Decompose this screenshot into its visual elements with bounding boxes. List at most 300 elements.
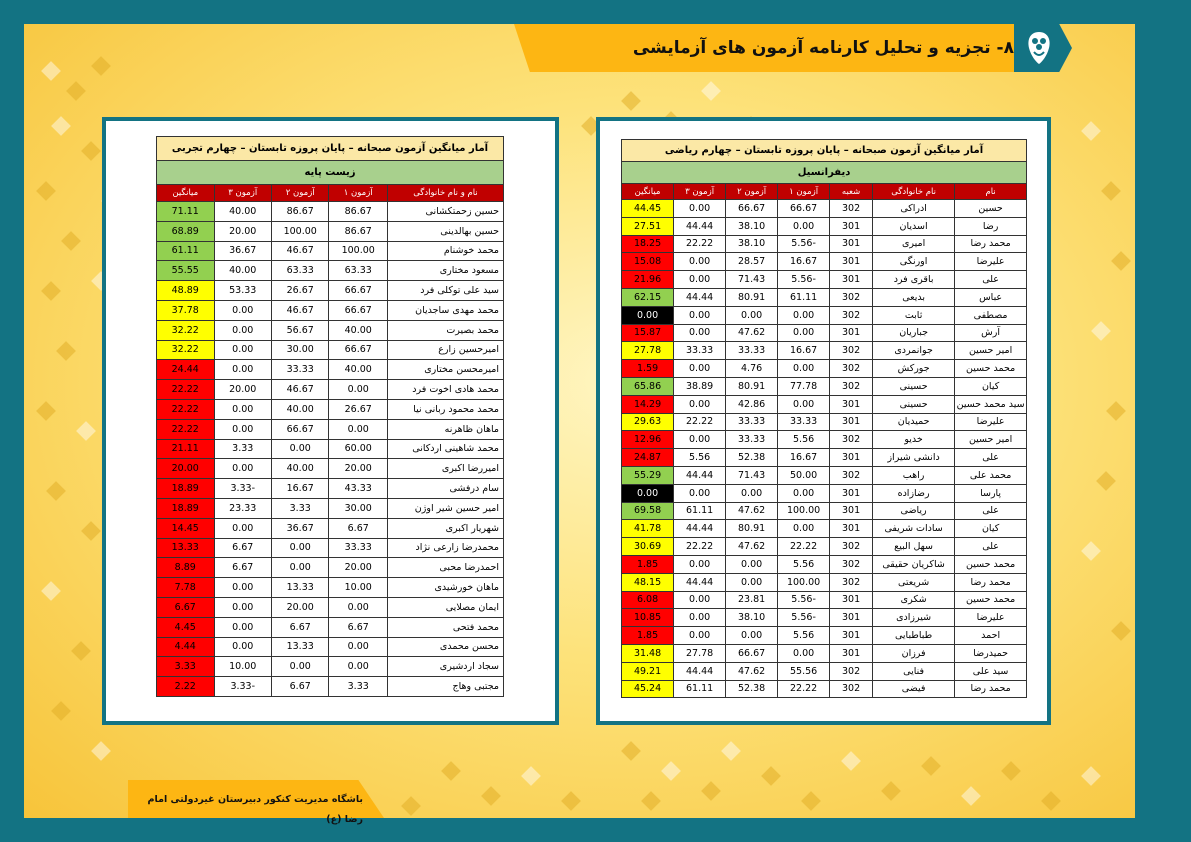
cell-t3: -3.33 bbox=[214, 479, 271, 499]
cell-branch: 301 bbox=[830, 271, 873, 289]
cell-avg: 15.87 bbox=[622, 324, 674, 342]
decorative-diamond bbox=[66, 81, 86, 101]
cell-t3: 20.00 bbox=[214, 380, 271, 400]
cell-t1: 6.67 bbox=[329, 617, 388, 637]
left-table-title: آمار میانگین آزمون صبحانه – پایان پروزه تابستان – چهارم تجربی bbox=[157, 137, 504, 161]
cell-last: شاکریان حقیقی bbox=[873, 555, 955, 573]
table-row bbox=[157, 498, 504, 518]
right-header-cell: نام bbox=[955, 184, 1027, 200]
left-panel bbox=[102, 117, 559, 725]
cell-first: حسین bbox=[955, 200, 1027, 218]
cell-t2: 0.00 bbox=[726, 573, 778, 591]
cell-t3: 0.00 bbox=[214, 399, 271, 419]
table-row bbox=[157, 202, 504, 222]
cell-first: محمد رضا bbox=[955, 680, 1027, 698]
cell-avg: 18.25 bbox=[622, 235, 674, 253]
cell-t3: 0.00 bbox=[674, 395, 726, 413]
cell-t2: 6.67 bbox=[271, 677, 328, 697]
table-row bbox=[157, 677, 504, 697]
cell-t1: 16.67 bbox=[778, 253, 830, 271]
cell-first: علی bbox=[955, 449, 1027, 467]
cell-avg: 24.44 bbox=[157, 360, 215, 380]
cell-last: خدیو bbox=[873, 431, 955, 449]
cell-t1: 0.00 bbox=[329, 597, 388, 617]
cell-t3: 44.44 bbox=[674, 217, 726, 235]
cell-first: عباس bbox=[955, 288, 1027, 306]
cell-first: محمد حسین bbox=[955, 591, 1027, 609]
table-row bbox=[157, 300, 504, 320]
cell-name: محمد شاهینی اردکانی bbox=[387, 439, 503, 459]
cell-avg: 27.51 bbox=[622, 217, 674, 235]
cell-name: امیرمحسن مختاری bbox=[387, 360, 503, 380]
cell-t2: 0.00 bbox=[726, 484, 778, 502]
cell-t3: 0.00 bbox=[214, 340, 271, 360]
table-row bbox=[157, 221, 504, 241]
cell-t1: 20.00 bbox=[329, 558, 388, 578]
cell-t1: 0.00 bbox=[329, 380, 388, 400]
page-title: ۸- تجزیه و تحلیل کارنامه آزمون های آزمایشی bbox=[632, 38, 1014, 58]
cell-name: محمد مهدی ساجدیان bbox=[387, 300, 503, 320]
decorative-diamond bbox=[881, 781, 901, 801]
cell-t1: -5.56 bbox=[778, 235, 830, 253]
cell-t2: 47.62 bbox=[726, 324, 778, 342]
cell-first: کیان bbox=[955, 377, 1027, 395]
cell-branch: 302 bbox=[830, 200, 873, 218]
cell-t1: 0.00 bbox=[778, 360, 830, 378]
cell-branch: 302 bbox=[830, 342, 873, 360]
cell-last: ریاضی bbox=[873, 502, 955, 520]
cell-name: امیررضا اکبری bbox=[387, 459, 503, 479]
cell-avg: 30.69 bbox=[622, 538, 674, 556]
cell-t1: 40.00 bbox=[329, 320, 388, 340]
table-row bbox=[622, 591, 1027, 609]
cell-branch: 302 bbox=[830, 306, 873, 324]
cell-first: امیر حسین bbox=[955, 342, 1027, 360]
cell-avg: 32.22 bbox=[157, 340, 215, 360]
cell-t3: 0.00 bbox=[214, 617, 271, 637]
decorative-diamond bbox=[41, 581, 61, 601]
cell-t1: 66.67 bbox=[329, 340, 388, 360]
table-row bbox=[157, 558, 504, 578]
footer-text: باشگاه مدیریت کنکور دبیرستان غیردولتی امام رضا (ع) bbox=[147, 794, 363, 825]
cell-name: محمد خوشنام bbox=[387, 241, 503, 261]
cell-t1: 55.56 bbox=[778, 662, 830, 680]
cell-avg: 12.96 bbox=[622, 431, 674, 449]
table-row bbox=[622, 573, 1027, 591]
right-header-cell: شعبه bbox=[830, 184, 873, 200]
cell-avg: 4.45 bbox=[157, 617, 215, 637]
cell-t1: 5.56 bbox=[778, 555, 830, 573]
cell-t1: 0.00 bbox=[329, 657, 388, 677]
cell-t3: 23.33 bbox=[214, 498, 271, 518]
table-row bbox=[157, 479, 504, 499]
table-row bbox=[157, 637, 504, 657]
cell-branch: 301 bbox=[830, 502, 873, 520]
cell-t3: 22.22 bbox=[674, 413, 726, 431]
cell-avg: 41.78 bbox=[622, 520, 674, 538]
cell-avg: 55.55 bbox=[157, 261, 215, 281]
cell-branch: 301 bbox=[830, 395, 873, 413]
cell-name: ماهان ظاهرنه bbox=[387, 419, 503, 439]
cell-t3: 0.00 bbox=[214, 597, 271, 617]
cell-avg: 29.63 bbox=[622, 413, 674, 431]
cell-t3: 0.00 bbox=[674, 555, 726, 573]
cell-first: آرش bbox=[955, 324, 1027, 342]
table-row bbox=[622, 466, 1027, 484]
decorative-diamond bbox=[61, 231, 81, 251]
cell-name: امیر حسین شیر اوژن bbox=[387, 498, 503, 518]
table-row bbox=[622, 324, 1027, 342]
cell-last: سهل البیع bbox=[873, 538, 955, 556]
cell-branch: 301 bbox=[830, 591, 873, 609]
cell-name: محمد فتحی bbox=[387, 617, 503, 637]
cell-name: محسن محمدی bbox=[387, 637, 503, 657]
table-row bbox=[622, 502, 1027, 520]
cell-t1: 0.00 bbox=[778, 217, 830, 235]
cell-t1: 61.11 bbox=[778, 288, 830, 306]
cell-last: طباطبایی bbox=[873, 627, 955, 645]
table-row bbox=[157, 538, 504, 558]
cell-t1: 6.67 bbox=[329, 518, 388, 538]
cell-avg: 4.44 bbox=[157, 637, 215, 657]
cell-first: محمد رضا bbox=[955, 573, 1027, 591]
cell-last: ثابت bbox=[873, 306, 955, 324]
cell-last: حسینی bbox=[873, 377, 955, 395]
cell-t3: 0.00 bbox=[674, 484, 726, 502]
right-header-cell: آزمون ۱ bbox=[778, 184, 830, 200]
cell-branch: 301 bbox=[830, 253, 873, 271]
table-row bbox=[622, 395, 1027, 413]
cell-first: محمد حسین bbox=[955, 360, 1027, 378]
decorative-diamond bbox=[1091, 321, 1111, 341]
cell-t2: 33.33 bbox=[726, 431, 778, 449]
table-row bbox=[157, 597, 504, 617]
cell-t2: 0.00 bbox=[726, 306, 778, 324]
decorative-diamond bbox=[1111, 251, 1131, 271]
table-row bbox=[622, 484, 1027, 502]
cell-avg: 49.21 bbox=[622, 662, 674, 680]
cell-t1: 66.67 bbox=[329, 300, 388, 320]
cell-t1: 20.00 bbox=[329, 459, 388, 479]
table-row bbox=[157, 578, 504, 598]
table-row bbox=[622, 377, 1027, 395]
cell-avg: 1.85 bbox=[622, 627, 674, 645]
cell-name: محمدرضا زارعی نژاد bbox=[387, 538, 503, 558]
decorative-diamond bbox=[91, 741, 111, 761]
cell-last: حسینی bbox=[873, 395, 955, 413]
cell-t2: 56.67 bbox=[271, 320, 328, 340]
decorative-diamond bbox=[1081, 541, 1101, 561]
cell-avg: 7.78 bbox=[157, 578, 215, 598]
cell-t2: 80.91 bbox=[726, 288, 778, 306]
cell-t2: 0.00 bbox=[271, 558, 328, 578]
cell-t3: 0.00 bbox=[674, 360, 726, 378]
cell-last: جورکش bbox=[873, 360, 955, 378]
cell-name: امیرحسین زارع bbox=[387, 340, 503, 360]
cell-t1: 22.22 bbox=[778, 538, 830, 556]
cell-t1: 0.00 bbox=[778, 324, 830, 342]
cell-t2: 36.67 bbox=[271, 518, 328, 538]
cell-t2: 71.43 bbox=[726, 466, 778, 484]
cell-branch: 301 bbox=[830, 235, 873, 253]
cell-t2: 16.67 bbox=[271, 479, 328, 499]
cell-t1: 30.00 bbox=[329, 498, 388, 518]
cell-t1: 86.67 bbox=[329, 221, 388, 241]
cell-avg: 1.85 bbox=[622, 555, 674, 573]
cell-name: شهریار اکبری bbox=[387, 518, 503, 538]
cell-last: شریعتی bbox=[873, 573, 955, 591]
cell-avg: 71.11 bbox=[157, 202, 215, 222]
table-row bbox=[157, 439, 504, 459]
cell-avg: 18.89 bbox=[157, 479, 215, 499]
cell-t1: 63.33 bbox=[329, 261, 388, 281]
cell-t2: 40.00 bbox=[271, 459, 328, 479]
cell-branch: 301 bbox=[830, 449, 873, 467]
cell-name: احمدرضا محبی bbox=[387, 558, 503, 578]
cell-t1: 10.00 bbox=[329, 578, 388, 598]
right-table-subject: دیفرانسیل bbox=[622, 162, 1027, 184]
decorative-diamond bbox=[761, 766, 781, 786]
cell-t3: 44.44 bbox=[674, 466, 726, 484]
cell-t3: 44.44 bbox=[674, 573, 726, 591]
cell-last: بدیعی bbox=[873, 288, 955, 306]
cell-t2: 80.91 bbox=[726, 520, 778, 538]
cell-avg: 20.00 bbox=[157, 459, 215, 479]
cell-name: محمد بصیرت bbox=[387, 320, 503, 340]
cell-name: مجتبی وهاج bbox=[387, 677, 503, 697]
cell-first: علی bbox=[955, 271, 1027, 289]
cell-last: حمیدیان bbox=[873, 413, 955, 431]
cell-t1: 22.22 bbox=[778, 680, 830, 698]
left-header-cell: میانگین bbox=[157, 185, 215, 202]
cell-t3: 0.00 bbox=[214, 320, 271, 340]
cell-name: محمد محمود ربانی نیا bbox=[387, 399, 503, 419]
left-score-table bbox=[156, 136, 504, 697]
cell-t2: 71.43 bbox=[726, 271, 778, 289]
cell-t3: 10.00 bbox=[214, 657, 271, 677]
cell-t2: 13.33 bbox=[271, 578, 328, 598]
cell-branch: 302 bbox=[830, 573, 873, 591]
decorative-diamond bbox=[721, 741, 741, 761]
cell-avg: 6.67 bbox=[157, 597, 215, 617]
decorative-diamond bbox=[1106, 401, 1126, 421]
cell-avg: 24.87 bbox=[622, 449, 674, 467]
cell-t3: 0.00 bbox=[674, 591, 726, 609]
decorative-diamond bbox=[921, 756, 941, 776]
cell-t2: 47.62 bbox=[726, 502, 778, 520]
logo-icon bbox=[1024, 30, 1054, 66]
decorative-diamond bbox=[1111, 621, 1131, 641]
cell-t2: 0.00 bbox=[271, 657, 328, 677]
cell-t3: -3.33 bbox=[214, 677, 271, 697]
cell-branch: 301 bbox=[830, 644, 873, 662]
cell-avg: 55.29 bbox=[622, 466, 674, 484]
cell-first: محمد علی bbox=[955, 466, 1027, 484]
decorative-diamond bbox=[661, 761, 681, 781]
decorative-diamond bbox=[401, 796, 421, 816]
cell-t2: 6.67 bbox=[271, 617, 328, 637]
cell-avg: 22.22 bbox=[157, 380, 215, 400]
cell-name: حسین بهالدینی bbox=[387, 221, 503, 241]
cell-t1: 33.33 bbox=[778, 413, 830, 431]
cell-t2: 0.00 bbox=[271, 538, 328, 558]
right-header-cell: میانگین bbox=[622, 184, 674, 200]
cell-avg: 21.11 bbox=[157, 439, 215, 459]
cell-avg: 0.00 bbox=[622, 484, 674, 502]
cell-last: ادراکی bbox=[873, 200, 955, 218]
table-row bbox=[622, 520, 1027, 538]
cell-t1: -5.56 bbox=[778, 591, 830, 609]
decorative-diamond bbox=[56, 341, 76, 361]
decorative-diamond bbox=[36, 401, 56, 421]
cell-t2: 46.67 bbox=[271, 300, 328, 320]
table-row bbox=[157, 360, 504, 380]
cell-t2: 30.00 bbox=[271, 340, 328, 360]
cell-name: سید علی توکلی فرد bbox=[387, 281, 503, 301]
table-row bbox=[157, 380, 504, 400]
cell-t3: 0.00 bbox=[674, 324, 726, 342]
cell-first: علی bbox=[955, 502, 1027, 520]
table-row bbox=[157, 281, 504, 301]
cell-t1: 100.00 bbox=[329, 241, 388, 261]
cell-t3: 44.44 bbox=[674, 662, 726, 680]
cell-t3: 0.00 bbox=[674, 431, 726, 449]
table-row bbox=[622, 235, 1027, 253]
cell-first: سید علی bbox=[955, 662, 1027, 680]
cell-branch: 301 bbox=[830, 520, 873, 538]
cell-t2: 46.67 bbox=[271, 380, 328, 400]
table-row bbox=[622, 253, 1027, 271]
table-row bbox=[622, 200, 1027, 218]
cell-first: پارسا bbox=[955, 484, 1027, 502]
cell-first: سید محمد حسین bbox=[955, 395, 1027, 413]
table-row bbox=[157, 419, 504, 439]
cell-t1: 100.00 bbox=[778, 573, 830, 591]
cell-t2: 33.33 bbox=[726, 413, 778, 431]
cell-t2: 100.00 bbox=[271, 221, 328, 241]
cell-t3: 0.00 bbox=[674, 306, 726, 324]
cell-avg: 15.08 bbox=[622, 253, 674, 271]
cell-t3: 36.67 bbox=[214, 241, 271, 261]
left-header-cell: آزمون ۱ bbox=[329, 185, 388, 202]
cell-last: اورنگی bbox=[873, 253, 955, 271]
cell-t2: 0.00 bbox=[271, 439, 328, 459]
cell-t2: 0.00 bbox=[726, 627, 778, 645]
decorative-diamond bbox=[91, 56, 111, 76]
cell-last: جباریان bbox=[873, 324, 955, 342]
cell-t3: 0.00 bbox=[674, 627, 726, 645]
decorative-diamond bbox=[51, 701, 71, 721]
table-row bbox=[622, 555, 1027, 573]
cell-t3: 40.00 bbox=[214, 261, 271, 281]
cell-t1: -5.56 bbox=[778, 271, 830, 289]
table-row bbox=[157, 657, 504, 677]
cell-last: فنایی bbox=[873, 662, 955, 680]
cell-last: اسدیان bbox=[873, 217, 955, 235]
right-header-cell: نام خانوادگی bbox=[873, 184, 955, 200]
table-row bbox=[157, 241, 504, 261]
cell-t3: 0.00 bbox=[214, 300, 271, 320]
decorative-diamond bbox=[36, 181, 56, 201]
cell-branch: 302 bbox=[830, 662, 873, 680]
table-row bbox=[157, 399, 504, 419]
cell-avg: 6.08 bbox=[622, 591, 674, 609]
cell-t1: 66.67 bbox=[329, 281, 388, 301]
cell-t2: 38.10 bbox=[726, 609, 778, 627]
cell-t1: 77.78 bbox=[778, 377, 830, 395]
cell-t3: 0.00 bbox=[214, 578, 271, 598]
decorative-diamond bbox=[701, 81, 721, 101]
cell-branch: 302 bbox=[830, 360, 873, 378]
cell-avg: 44.45 bbox=[622, 200, 674, 218]
cell-t3: 38.89 bbox=[674, 377, 726, 395]
cell-last: دانشی شیراز bbox=[873, 449, 955, 467]
cell-t1: 3.33 bbox=[329, 677, 388, 697]
cell-t1: 100.00 bbox=[778, 502, 830, 520]
cell-t3: 22.22 bbox=[674, 235, 726, 253]
cell-t2: 3.33 bbox=[271, 498, 328, 518]
table-row bbox=[622, 449, 1027, 467]
table-row bbox=[622, 413, 1027, 431]
cell-branch: 302 bbox=[830, 377, 873, 395]
cell-first: علی bbox=[955, 538, 1027, 556]
decorative-diamond bbox=[1001, 761, 1021, 781]
decorative-diamond bbox=[71, 641, 91, 661]
table-row bbox=[622, 627, 1027, 645]
cell-branch: 301 bbox=[830, 324, 873, 342]
cell-t3: 6.67 bbox=[214, 538, 271, 558]
decorative-diamond bbox=[76, 421, 96, 441]
cell-avg: 1.59 bbox=[622, 360, 674, 378]
cell-first: مصطفی bbox=[955, 306, 1027, 324]
cell-t2: 66.67 bbox=[726, 200, 778, 218]
table-row bbox=[622, 538, 1027, 556]
cell-branch: 301 bbox=[830, 627, 873, 645]
cell-t1: 43.33 bbox=[329, 479, 388, 499]
cell-avg: 14.45 bbox=[157, 518, 215, 538]
decorative-diamond bbox=[1081, 121, 1101, 141]
cell-avg: 48.89 bbox=[157, 281, 215, 301]
decorative-diamond bbox=[641, 791, 661, 811]
cell-last: فیضی bbox=[873, 680, 955, 698]
cell-avg: 22.22 bbox=[157, 399, 215, 419]
cell-avg: 2.22 bbox=[157, 677, 215, 697]
cell-t3: 6.67 bbox=[214, 558, 271, 578]
table-row bbox=[622, 680, 1027, 698]
cell-avg: 14.29 bbox=[622, 395, 674, 413]
cell-t1: 16.67 bbox=[778, 449, 830, 467]
decorative-diamond bbox=[481, 786, 501, 806]
cell-branch: 302 bbox=[830, 288, 873, 306]
cell-t3: 20.00 bbox=[214, 221, 271, 241]
left-table-subject: زیست پایه bbox=[157, 161, 504, 185]
cell-t2: 40.00 bbox=[271, 399, 328, 419]
table-row bbox=[157, 340, 504, 360]
cell-t3: 0.00 bbox=[674, 609, 726, 627]
cell-t1: 0.00 bbox=[778, 306, 830, 324]
table-row bbox=[622, 342, 1027, 360]
decorative-diamond bbox=[441, 761, 461, 781]
table-row bbox=[622, 271, 1027, 289]
cell-first: محمد رضا bbox=[955, 235, 1027, 253]
cell-t2: 33.33 bbox=[726, 342, 778, 360]
decorative-diamond bbox=[841, 751, 861, 771]
cell-branch: 302 bbox=[830, 466, 873, 484]
cell-t2: 66.67 bbox=[271, 419, 328, 439]
cell-t2: 86.67 bbox=[271, 202, 328, 222]
cell-branch: 302 bbox=[830, 555, 873, 573]
cell-t2: 63.33 bbox=[271, 261, 328, 281]
